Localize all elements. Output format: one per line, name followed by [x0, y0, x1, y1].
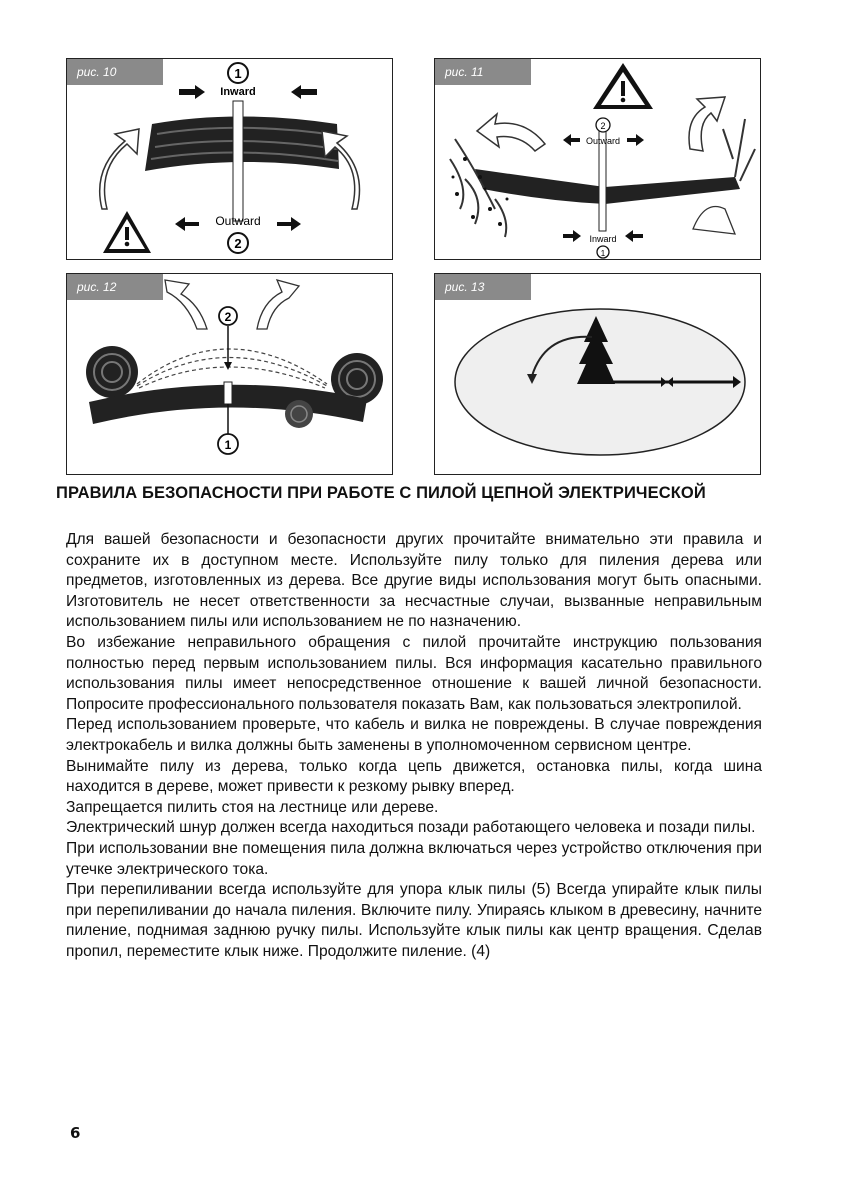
- figure-11: [434, 58, 761, 260]
- figure-11-illustration: [435, 59, 760, 259]
- arrow-right-icon: [277, 217, 301, 231]
- fig10-num1: 1: [234, 66, 242, 81]
- fig10-num2: 2: [234, 236, 242, 251]
- paragraph: Электрический шнур должен всегда находиться позади работающего человека и позади пилы.: [66, 819, 756, 837]
- curved-arrow-left-icon: [100, 129, 139, 209]
- paragraph: Для вашей безопасности и безопасности других прочитайте внимательно эти правила и сохраните их в доступном месте. Используйте пилу только для пиления дерева или предметов, изготовленных из дерева. Все другие виды использования могут быть опасными. Изготовитель не несет ответственности за несчастные случаи, вызванные неправильным использованием пилы или использованием не по назначению.: [66, 531, 762, 631]
- fig12-num1: 1: [224, 438, 232, 452]
- figure-13: [434, 273, 761, 475]
- arrow-left-icon: [291, 85, 317, 99]
- arrow-left-icon: [563, 134, 580, 146]
- fig11-inward-label: Inward: [589, 234, 617, 244]
- figure-12-illustration: [67, 274, 392, 459]
- figure-label: рис. 10: [67, 59, 163, 85]
- section-heading: ПРАВИЛА БЕЗОПАСНОСТИ ПРИ РАБОТЕ С ПИЛОЙ ЦЕПНОЙ ЭЛЕКТРИЧЕСКОЙ: [56, 484, 706, 502]
- curved-arrow-icon: [257, 280, 299, 329]
- curved-arrow-icon: [165, 280, 207, 329]
- arrow-left-icon: [175, 217, 199, 231]
- curved-arrow-icon: [689, 97, 725, 151]
- paragraph: При перепиливании всегда используйте для упора клык пилы (5) Всегда упирайте клык пилы при перепиливании до начала пиления. Включите пилу. Упираясь клыком в древесину, начните пиление, поднимая заднюю ручку пилы. Используйте клык пилы как центр вращения. Сделав пропил, переместите клык ниже. Продолжите пиление. (4): [66, 881, 762, 960]
- safety-rules-text: [66, 530, 762, 962]
- page-number: 6: [70, 1124, 81, 1142]
- figure-label: рис. 13: [435, 274, 531, 300]
- figure-label: рис. 11: [435, 59, 531, 85]
- arrow-right-icon: [563, 230, 581, 242]
- figure-10-illustration: [67, 59, 392, 259]
- fig11-outward-label: Outward: [585, 136, 621, 146]
- paragraph: Запрещается пилить стоя на лестнице или дереве.: [66, 798, 439, 816]
- figure-12: [66, 273, 393, 475]
- tree-trunk: [475, 169, 740, 204]
- arrow-right-icon: [179, 85, 205, 99]
- fig11-num1: 1: [600, 249, 606, 258]
- figure-10: [66, 58, 393, 260]
- paragraph: Вынимайте пилу из дерева, только когда цепь движется, остановка пилы, когда шина находится в дереве, может привести к резкому рывку вперед.: [66, 757, 762, 796]
- fig10-inward-label: Inward: [220, 86, 256, 98]
- curved-arrow-icon: [477, 114, 545, 151]
- fig10-outward-label: Outward: [215, 214, 261, 228]
- paragraph: Во избежание неправильного обращения с пилой прочитайте инструкцию пользования полностью перед первым использованием пилы. Вся информация касательно правильного использования пилы имеет непосредственное отношение к вашей личной безопасности. Попросите профессионального пользователя показать Вам, как пользоваться электропилой.: [66, 633, 762, 713]
- arrow-left-icon: [625, 230, 643, 242]
- figure-13-illustration: [435, 274, 760, 459]
- figure-label: рис. 12: [67, 274, 163, 300]
- fig11-num2: 2: [600, 121, 606, 131]
- paragraph: Перед использованием проверьте, что кабель и вилка не повреждены. В случае повреждения электрокабель и вилка должны быть заменены в уполномоченном сервисном центре.: [66, 716, 762, 754]
- arrow-right-icon: [627, 134, 644, 146]
- fig12-num2: 2: [224, 310, 232, 324]
- paragraph: При использовании вне помещения пила должна включаться через устройство отключения при утечке электрического тока.: [66, 839, 762, 878]
- curved-arrow-right-icon: [322, 131, 360, 209]
